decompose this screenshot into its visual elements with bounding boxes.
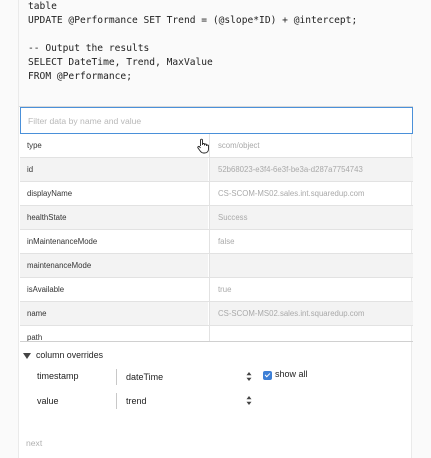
property-key: displayName	[27, 189, 73, 198]
value-cell	[209, 278, 413, 301]
table-row	[20, 206, 413, 230]
table-row	[20, 230, 413, 254]
property-key: isAvailable	[27, 285, 65, 294]
table-row	[20, 254, 413, 278]
caret-down-icon	[23, 353, 31, 359]
table-row	[20, 134, 413, 158]
timestamp-select-value: dateTime	[126, 372, 164, 382]
property-value: scom/object	[218, 141, 260, 150]
filter-input[interactable]	[28, 108, 412, 133]
properties-grid[interactable]	[20, 134, 413, 342]
code-line	[28, 28, 413, 42]
table-row	[20, 326, 413, 342]
property-value: true	[218, 285, 232, 294]
select-arrows-icon	[246, 395, 252, 406]
sql-code-editor[interactable]	[19, 0, 413, 107]
timestamp-select[interactable]	[116, 369, 255, 385]
code-line: -- Output the results	[28, 43, 150, 54]
show-all-label[interactable]: show all	[275, 369, 308, 379]
property-value: CS-SCOM-MS02.sales.int.squaredup.com	[218, 189, 365, 198]
table-row	[20, 302, 413, 326]
select-arrows-icon	[246, 371, 252, 382]
key-cell	[20, 134, 208, 157]
tile-editor-panel	[18, 0, 412, 458]
value-cell	[209, 230, 413, 253]
code-line: FROM @Performance;	[28, 71, 132, 82]
next-button[interactable]: next	[26, 438, 43, 448]
property-key: path	[27, 333, 43, 342]
property-key: inMaintenanceMode	[27, 237, 98, 246]
key-cell	[20, 158, 208, 181]
property-key: healthState	[27, 213, 67, 222]
show-all-checkbox[interactable]	[263, 371, 272, 380]
hand-pointer-icon	[196, 138, 210, 154]
column-overrides-toggle[interactable]	[23, 350, 103, 360]
property-value: 52b68023-e3f4-6e3f-be3a-d287a7754743	[218, 165, 363, 174]
property-key: type	[27, 141, 42, 150]
property-key: name	[27, 309, 47, 318]
value-cell	[209, 254, 413, 277]
property-key: maintenanceMode	[27, 261, 92, 270]
value-select-value: trend	[126, 396, 147, 406]
code-line: UPDATE @Performance SET Trend = (@slope*ID) + @intercept;	[28, 15, 358, 26]
key-cell	[20, 326, 208, 342]
key-cell	[20, 302, 208, 325]
property-value: CS-SCOM-MS02.sales.int.squaredup.com	[218, 309, 365, 318]
value-select[interactable]	[116, 393, 255, 409]
table-row	[20, 182, 413, 206]
filter-box	[20, 107, 413, 134]
timestamp-label: timestamp	[37, 371, 79, 381]
property-value: false	[218, 237, 235, 246]
code-line: SELECT DateTime, Trend, MaxValue	[28, 57, 213, 68]
code-line: table	[28, 1, 57, 12]
table-row	[20, 278, 413, 302]
value-label: value	[37, 396, 59, 406]
column-overrides-title: column overrides	[36, 350, 103, 360]
table-row	[20, 158, 413, 182]
value-cell	[209, 326, 413, 342]
property-value: Success	[218, 213, 248, 222]
property-key: id	[27, 165, 34, 174]
